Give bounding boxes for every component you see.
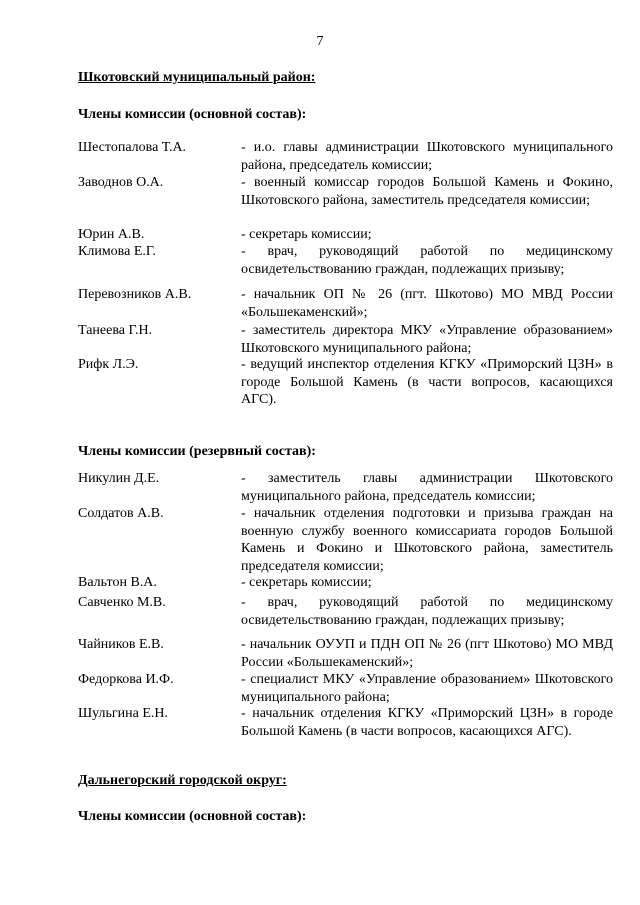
section-title-dalnegorsk: Дальнегорский городской округ:: [78, 773, 287, 788]
member-role: - заместитель директора МКУ «Управление образованием» Шкотовского муниципального района;: [241, 323, 613, 356]
member-role: - врач, руководящий работой по медицинскому освидетельствованию граждан, подлежащих призыву;: [241, 595, 613, 628]
member-role: - начальник ОУУП и ПДН ОП № 26 (пгт Шкотово) МО МВД России «Большекаменский»;: [241, 637, 613, 670]
member-role: - специалист МКУ «Управление образованием» Шкотовского муниципального района;: [241, 672, 613, 705]
member-name: Чайников Е.В.: [78, 637, 164, 652]
member-name: Вальтон В.А.: [78, 575, 157, 590]
member-name: Савченко М.В.: [78, 595, 166, 610]
member-name: Перевозников А.В.: [78, 287, 192, 302]
section-subtitle-main-2: Члены комиссии (основной состав):: [78, 809, 307, 824]
member-name: Шульгина Е.Н.: [78, 706, 168, 721]
member-role: - секретарь комиссии;: [241, 227, 372, 242]
member-role: - секретарь комиссии;: [241, 575, 372, 590]
member-role: - и.о. главы администрации Шкотовского муниципального района, председатель комиссии;: [241, 140, 613, 173]
member-role: - начальник отделения КГКУ «Приморский ЦЗН» в городе Большой Камень (в части вопросов, касающихся АГС).: [241, 706, 613, 739]
member-name: Заводнов О.А.: [78, 175, 164, 190]
member-role: - военный комиссар городов Большой Камень и Фокино, Шкотовского района, заместитель председателя комиссии;: [241, 175, 613, 208]
member-name: Юрин А.В.: [78, 227, 145, 242]
member-role: - ведущий инспектор отделения КГКУ «Приморский ЦЗН» в городе Большой Камень (в части вопросов, касающихся АГС).: [241, 357, 613, 407]
section-subtitle-reserve: Члены комиссии (резервный состав):: [78, 444, 316, 459]
member-role: - начальник отделения подготовки и призыва граждан на военную службу военного комиссариата городов Большой Камень и Фокино и Шкотовского района, заместитель председателя комиссии;: [241, 506, 613, 574]
member-role: - заместитель главы администрации Шкотовского муниципального района, председатель комиссии;: [241, 471, 613, 504]
member-name: Рифк Л.Э.: [78, 357, 139, 372]
page-number: 7: [316, 34, 324, 49]
member-name: Танеева Г.Н.: [78, 323, 153, 338]
member-name: Климова Е.Г.: [78, 244, 156, 259]
member-name: Шестопалова Т.А.: [78, 140, 187, 155]
member-name: Солдатов А.В.: [78, 506, 164, 521]
section-title-shkotovsky: Шкотовский муниципальный район:: [78, 70, 316, 85]
section-subtitle-main: Члены комиссии (основной состав):: [78, 107, 307, 122]
member-name: Никулин Д.Е.: [78, 471, 160, 486]
member-role: - врач, руководящий работой по медицинскому освидетельствованию граждан, подлежащих призыву;: [241, 244, 613, 277]
member-role: - начальник ОП № 26 (пгт. Шкотово) МО МВД России «Большекаменский»;: [241, 287, 613, 320]
member-name: Федоркова И.Ф.: [78, 672, 174, 687]
